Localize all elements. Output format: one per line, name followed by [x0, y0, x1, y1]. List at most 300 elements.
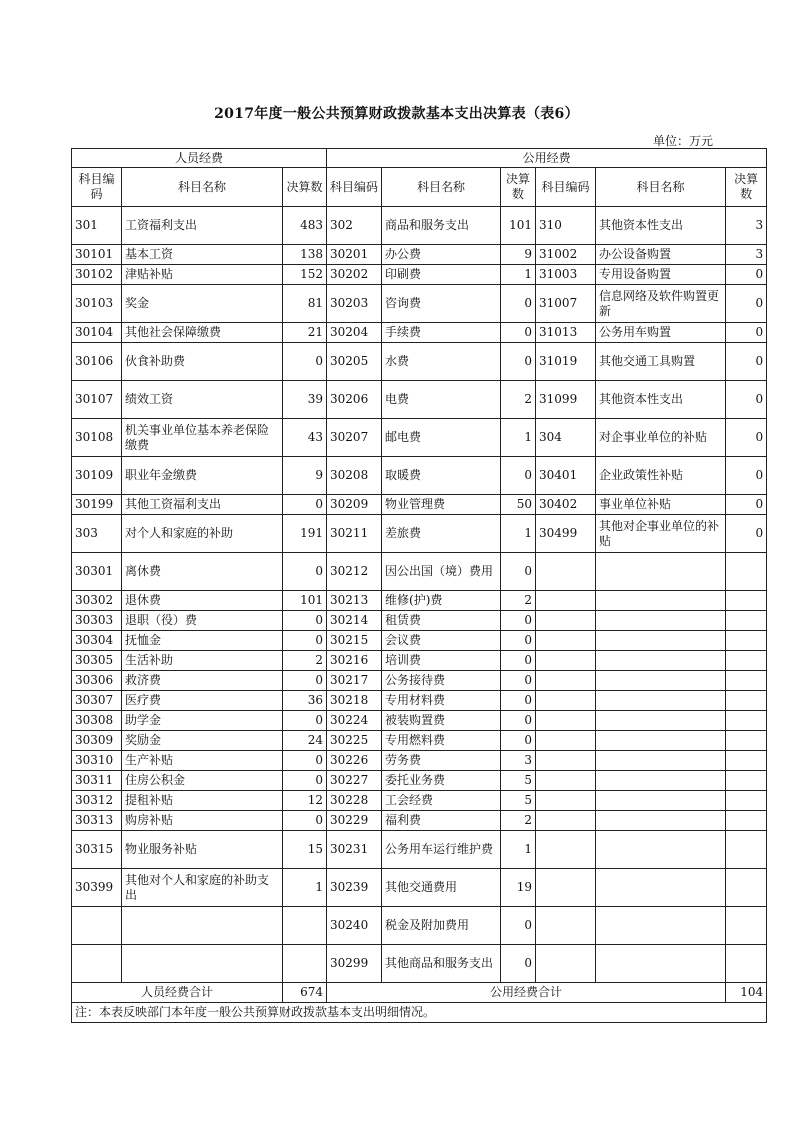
- cell-amount: [726, 831, 767, 869]
- cell-code: 30229: [327, 811, 382, 831]
- cell-name: [596, 731, 726, 751]
- cell-code: 30204: [327, 323, 382, 343]
- cell-name: 抚恤金: [122, 631, 283, 651]
- table-row: [72, 731, 767, 751]
- cell-name: 专用材料费: [382, 691, 501, 711]
- cell-name: 专用燃料费: [382, 731, 501, 751]
- header-amount: 决算数: [501, 168, 536, 207]
- cell-amount: 191: [283, 515, 327, 553]
- cell-code: 30225: [327, 731, 382, 751]
- cell-name: 税金及附加费用: [382, 907, 501, 945]
- cell-code: [536, 907, 596, 945]
- table-row: [72, 711, 767, 731]
- cell-code: [536, 771, 596, 791]
- cell-code: 30310: [72, 751, 122, 771]
- cell-amount: [726, 945, 767, 983]
- cell-name: [596, 831, 726, 869]
- cell-amount: 0: [283, 631, 327, 651]
- cell-name: 其他交通费用: [382, 869, 501, 907]
- table-row: [72, 907, 767, 945]
- cell-code: 30402: [536, 495, 596, 515]
- table-row: [72, 811, 767, 831]
- cell-amount: [726, 671, 767, 691]
- table-row: [72, 285, 767, 323]
- cell-code: 30201: [327, 245, 382, 265]
- cell-amount: 0: [501, 711, 536, 731]
- cell-name: 其他交通工具购置: [596, 343, 726, 381]
- cell-name: 对个人和家庭的补助: [122, 515, 283, 553]
- cell-name: 专用设备购置: [596, 265, 726, 285]
- cell-amount: 36: [283, 691, 327, 711]
- header-amount: 决算数: [283, 168, 327, 207]
- table-row: [72, 419, 767, 457]
- cell-code: [536, 731, 596, 751]
- cell-amount: 101: [501, 207, 536, 245]
- cell-name: [596, 711, 726, 731]
- group-public: 公用经费: [327, 149, 767, 168]
- cell-amount: 0: [726, 457, 767, 495]
- cell-amount: 12: [283, 791, 327, 811]
- cell-name: [596, 945, 726, 983]
- table-row: [72, 831, 767, 869]
- cell-name: 被装购置费: [382, 711, 501, 731]
- cell-name: [596, 631, 726, 651]
- cell-name: [596, 591, 726, 611]
- public-total-value: 104: [726, 983, 767, 1003]
- table-row: [72, 245, 767, 265]
- cell-amount: 1: [501, 831, 536, 869]
- cell-name: 绩效工资: [122, 381, 283, 419]
- cell-name: 救济费: [122, 671, 283, 691]
- totals-row: [72, 983, 767, 1003]
- cell-name: 因公出国（境）费用: [382, 553, 501, 591]
- cell-amount: 43: [283, 419, 327, 457]
- cell-name: [596, 771, 726, 791]
- cell-name: 办公费: [382, 245, 501, 265]
- cell-code: [536, 651, 596, 671]
- cell-code: 30214: [327, 611, 382, 631]
- cell-code: 30208: [327, 457, 382, 495]
- cell-name: 其他社会保障缴费: [122, 323, 283, 343]
- cell-code: 30313: [72, 811, 122, 831]
- cell-name: 咨询费: [382, 285, 501, 323]
- cell-amount: 0: [283, 611, 327, 631]
- cell-code: [72, 907, 122, 945]
- cell-amount: 50: [501, 495, 536, 515]
- cell-code: [536, 811, 596, 831]
- cell-amount: [726, 711, 767, 731]
- cell-code: 30309: [72, 731, 122, 751]
- cell-amount: 15: [283, 831, 327, 869]
- cell-amount: [726, 907, 767, 945]
- cell-code: 31007: [536, 285, 596, 323]
- cell-code: 30104: [72, 323, 122, 343]
- cell-name: 事业单位补贴: [596, 495, 726, 515]
- cell-code: 30212: [327, 553, 382, 591]
- cell-code: 30305: [72, 651, 122, 671]
- cell-amount: [726, 691, 767, 711]
- cell-name: 工会经费: [382, 791, 501, 811]
- cell-name: 公务用车购置: [596, 323, 726, 343]
- cell-name: 会议费: [382, 631, 501, 651]
- cell-amount: [726, 591, 767, 611]
- cell-name: 福利费: [382, 811, 501, 831]
- personnel-total-value: 674: [283, 983, 327, 1003]
- table-row: [72, 323, 767, 343]
- cell-name: 邮电费: [382, 419, 501, 457]
- cell-amount: 81: [283, 285, 327, 323]
- cell-amount: [726, 869, 767, 907]
- cell-amount: 9: [501, 245, 536, 265]
- cell-name: 离休费: [122, 553, 283, 591]
- cell-code: [536, 791, 596, 811]
- cell-amount: 0: [283, 711, 327, 731]
- cell-name: 奖金: [122, 285, 283, 323]
- cell-code: [536, 691, 596, 711]
- cell-amount: 5: [501, 791, 536, 811]
- cell-name: 职业年金缴费: [122, 457, 283, 495]
- cell-name: 其他资本性支出: [596, 381, 726, 419]
- cell-code: 30109: [72, 457, 122, 495]
- cell-amount: 0: [726, 265, 767, 285]
- cell-amount: 0: [501, 651, 536, 671]
- group-personnel: 人员经费: [72, 149, 327, 168]
- cell-name: 委托业务费: [382, 771, 501, 791]
- cell-name: 信息网络及软件购置更新: [596, 285, 726, 323]
- cell-amount: 3: [726, 207, 767, 245]
- cell-amount: 19: [501, 869, 536, 907]
- header-code: 科目编码: [72, 168, 122, 207]
- cell-name: 机关事业单位基本养老保险缴费: [122, 419, 283, 457]
- cell-code: 30304: [72, 631, 122, 651]
- cell-code: 30106: [72, 343, 122, 381]
- table-row: [72, 869, 767, 907]
- cell-amount: 483: [283, 207, 327, 245]
- cell-code: 31099: [536, 381, 596, 419]
- cell-name: [596, 907, 726, 945]
- cell-amount: 21: [283, 323, 327, 343]
- cell-code: [536, 831, 596, 869]
- cell-code: 30108: [72, 419, 122, 457]
- cell-code: 30227: [327, 771, 382, 791]
- table-row: [72, 771, 767, 791]
- cell-name: [596, 811, 726, 831]
- cell-name: 公务接待费: [382, 671, 501, 691]
- cell-amount: 0: [726, 419, 767, 457]
- cell-name: 维修(护)费: [382, 591, 501, 611]
- cell-code: [536, 591, 596, 611]
- cell-amount: 1: [501, 419, 536, 457]
- table-row: [72, 343, 767, 381]
- cell-amount: 0: [283, 671, 327, 691]
- cell-code: 30209: [327, 495, 382, 515]
- cell-code: 30205: [327, 343, 382, 381]
- cell-code: 30499: [536, 515, 596, 553]
- cell-code: [536, 751, 596, 771]
- cell-amount: 0: [501, 671, 536, 691]
- group-header-row: [72, 149, 767, 168]
- cell-code: 30308: [72, 711, 122, 731]
- cell-code: [536, 869, 596, 907]
- cell-amount: 0: [501, 285, 536, 323]
- table-row: [72, 651, 767, 671]
- cell-amount: 0: [501, 611, 536, 631]
- cell-code: 30315: [72, 831, 122, 869]
- cell-name: 办公设备购置: [596, 245, 726, 265]
- cell-code: 30226: [327, 751, 382, 771]
- cell-code: 30228: [327, 791, 382, 811]
- cell-name: 工资福利支出: [122, 207, 283, 245]
- cell-amount: 0: [283, 343, 327, 381]
- cell-amount: 0: [501, 343, 536, 381]
- cell-code: 30399: [72, 869, 122, 907]
- cell-code: 30239: [327, 869, 382, 907]
- cell-code: 30215: [327, 631, 382, 651]
- page-title: 2017年度一般公共预算财政拨款基本支出决算表（表6）: [214, 106, 579, 122]
- cell-code: 30202: [327, 265, 382, 285]
- cell-code: 30307: [72, 691, 122, 711]
- cell-amount: 0: [283, 811, 327, 831]
- header-amount: 决算数: [726, 168, 767, 207]
- cell-name: 差旅费: [382, 515, 501, 553]
- cell-amount: 2: [501, 381, 536, 419]
- cell-name: 取暖费: [382, 457, 501, 495]
- cell-code: 31002: [536, 245, 596, 265]
- cell-code: 30218: [327, 691, 382, 711]
- table-row: [72, 381, 767, 419]
- table-row: [72, 631, 767, 651]
- cell-code: 30303: [72, 611, 122, 631]
- cell-name: 租赁费: [382, 611, 501, 631]
- header-name: 科目名称: [382, 168, 501, 207]
- cell-code: 303: [72, 515, 122, 553]
- cell-code: 31019: [536, 343, 596, 381]
- cell-amount: [726, 751, 767, 771]
- cell-name: [596, 611, 726, 631]
- cell-code: [536, 553, 596, 591]
- cell-name: [596, 791, 726, 811]
- cell-code: [536, 711, 596, 731]
- cell-amount: [726, 611, 767, 631]
- cell-amount: 0: [726, 381, 767, 419]
- cell-code: 31003: [536, 265, 596, 285]
- header-name: 科目名称: [122, 168, 283, 207]
- cell-name: 生产补贴: [122, 751, 283, 771]
- cell-code: 30231: [327, 831, 382, 869]
- unit-label: 单位：万元: [653, 134, 714, 148]
- cell-name: 其他工资福利支出: [122, 495, 283, 515]
- cell-name: [596, 671, 726, 691]
- cell-amount: [726, 811, 767, 831]
- cell-name: 医疗费: [122, 691, 283, 711]
- cell-code: [536, 611, 596, 631]
- cell-code: 30217: [327, 671, 382, 691]
- cell-code: 30101: [72, 245, 122, 265]
- cell-code: 31013: [536, 323, 596, 343]
- header-code: 科目编码: [327, 168, 382, 207]
- cell-amount: 5: [501, 771, 536, 791]
- cell-code: 30211: [327, 515, 382, 553]
- cell-amount: [726, 553, 767, 591]
- cell-amount: 3: [501, 751, 536, 771]
- cell-name: 物业服务补贴: [122, 831, 283, 869]
- cell-name: 公务用车运行维护费: [382, 831, 501, 869]
- cell-name: [122, 945, 283, 983]
- cell-code: 30224: [327, 711, 382, 731]
- cell-amount: 0: [283, 751, 327, 771]
- cell-code: 30213: [327, 591, 382, 611]
- table-row: [72, 671, 767, 691]
- cell-name: 其他对个人和家庭的补助支出: [122, 869, 283, 907]
- note-row: [72, 1003, 767, 1023]
- cell-name: [596, 691, 726, 711]
- cell-name: 物业管理费: [382, 495, 501, 515]
- cell-amount: [283, 945, 327, 983]
- cell-name: 助学金: [122, 711, 283, 731]
- cell-code: 310: [536, 207, 596, 245]
- cell-code: 30401: [536, 457, 596, 495]
- cell-code: 302: [327, 207, 382, 245]
- cell-name: 其他资本性支出: [596, 207, 726, 245]
- cell-amount: 0: [501, 631, 536, 651]
- cell-code: [536, 945, 596, 983]
- header-code: 科目编码: [536, 168, 596, 207]
- cell-code: 30240: [327, 907, 382, 945]
- header-name: 科目名称: [596, 168, 726, 207]
- cell-amount: 2: [501, 811, 536, 831]
- cell-code: 30102: [72, 265, 122, 285]
- cell-name: 津贴补贴: [122, 265, 283, 285]
- table-row: [72, 495, 767, 515]
- cell-amount: 0: [726, 515, 767, 553]
- cell-amount: 1: [283, 869, 327, 907]
- cell-amount: [726, 771, 767, 791]
- cell-amount: [726, 651, 767, 671]
- cell-amount: 138: [283, 245, 327, 265]
- cell-name: 对企事业单位的补贴: [596, 419, 726, 457]
- cell-code: 301: [72, 207, 122, 245]
- cell-amount: [726, 731, 767, 751]
- cell-name: 商品和服务支出: [382, 207, 501, 245]
- expenditure-table: [71, 148, 767, 1023]
- cell-code: 30306: [72, 671, 122, 691]
- cell-name: [122, 907, 283, 945]
- cell-amount: 0: [726, 495, 767, 515]
- cell-amount: 0: [501, 457, 536, 495]
- cell-amount: 2: [501, 591, 536, 611]
- cell-amount: 3: [726, 245, 767, 265]
- cell-code: 304: [536, 419, 596, 457]
- cell-name: 培训费: [382, 651, 501, 671]
- cell-amount: 0: [501, 907, 536, 945]
- table-row: [72, 591, 767, 611]
- table-row: [72, 611, 767, 631]
- cell-code: 30302: [72, 591, 122, 611]
- cell-name: 企业政策性补贴: [596, 457, 726, 495]
- cell-amount: 0: [501, 553, 536, 591]
- cell-amount: 101: [283, 591, 327, 611]
- cell-amount: [726, 791, 767, 811]
- cell-name: [596, 553, 726, 591]
- cell-name: 其他对企事业单位的补贴: [596, 515, 726, 553]
- table-row: [72, 553, 767, 591]
- cell-amount: 24: [283, 731, 327, 751]
- cell-name: 劳务费: [382, 751, 501, 771]
- cell-code: 30312: [72, 791, 122, 811]
- cell-code: 30203: [327, 285, 382, 323]
- table-row: [72, 791, 767, 811]
- cell-amount: [283, 907, 327, 945]
- cell-amount: 1: [501, 265, 536, 285]
- table-row: [72, 691, 767, 711]
- cell-name: 其他商品和服务支出: [382, 945, 501, 983]
- cell-amount: 1: [501, 515, 536, 553]
- cell-code: 30199: [72, 495, 122, 515]
- cell-name: 伙食补助费: [122, 343, 283, 381]
- cell-name: 基本工资: [122, 245, 283, 265]
- cell-code: [536, 631, 596, 651]
- cell-code: 30103: [72, 285, 122, 323]
- cell-code: 30216: [327, 651, 382, 671]
- cell-name: 电费: [382, 381, 501, 419]
- table-row: [72, 265, 767, 285]
- cell-amount: 0: [283, 771, 327, 791]
- cell-code: 30311: [72, 771, 122, 791]
- cell-name: 退休费: [122, 591, 283, 611]
- cell-code: 30207: [327, 419, 382, 457]
- cell-amount: 0: [726, 343, 767, 381]
- cell-amount: 152: [283, 265, 327, 285]
- cell-name: 生活补助: [122, 651, 283, 671]
- cell-name: 奖励金: [122, 731, 283, 751]
- table-row: [72, 207, 767, 245]
- table-row: [72, 515, 767, 553]
- cell-code: 30107: [72, 381, 122, 419]
- cell-amount: 0: [501, 691, 536, 711]
- cell-amount: 0: [283, 495, 327, 515]
- cell-amount: 0: [726, 285, 767, 323]
- cell-name: 提租补贴: [122, 791, 283, 811]
- cell-name: [596, 869, 726, 907]
- cell-amount: 2: [283, 651, 327, 671]
- table-row: [72, 751, 767, 771]
- cell-amount: [726, 631, 767, 651]
- cell-code: [536, 671, 596, 691]
- cell-name: 印刷费: [382, 265, 501, 285]
- cell-amount: 0: [501, 945, 536, 983]
- cell-code: 30206: [327, 381, 382, 419]
- public-total-label: 公用经费合计: [327, 983, 726, 1003]
- table-row: [72, 457, 767, 495]
- cell-name: [596, 751, 726, 771]
- table-row: [72, 945, 767, 983]
- cell-code: 30299: [327, 945, 382, 983]
- cell-code: [72, 945, 122, 983]
- cell-name: 手续费: [382, 323, 501, 343]
- cell-amount: 0: [501, 731, 536, 751]
- table-note: 注：本表反映部门本年度一般公共预算财政拨款基本支出明细情况。: [72, 1003, 767, 1023]
- personnel-total-label: 人员经费合计: [72, 983, 283, 1003]
- cell-amount: 0: [726, 323, 767, 343]
- cell-name: 退职（役）费: [122, 611, 283, 631]
- cell-amount: 39: [283, 381, 327, 419]
- cell-name: 住房公积金: [122, 771, 283, 791]
- cell-name: 购房补贴: [122, 811, 283, 831]
- cell-code: 30301: [72, 553, 122, 591]
- cell-name: 水费: [382, 343, 501, 381]
- cell-amount: 0: [283, 553, 327, 591]
- cell-amount: 0: [501, 323, 536, 343]
